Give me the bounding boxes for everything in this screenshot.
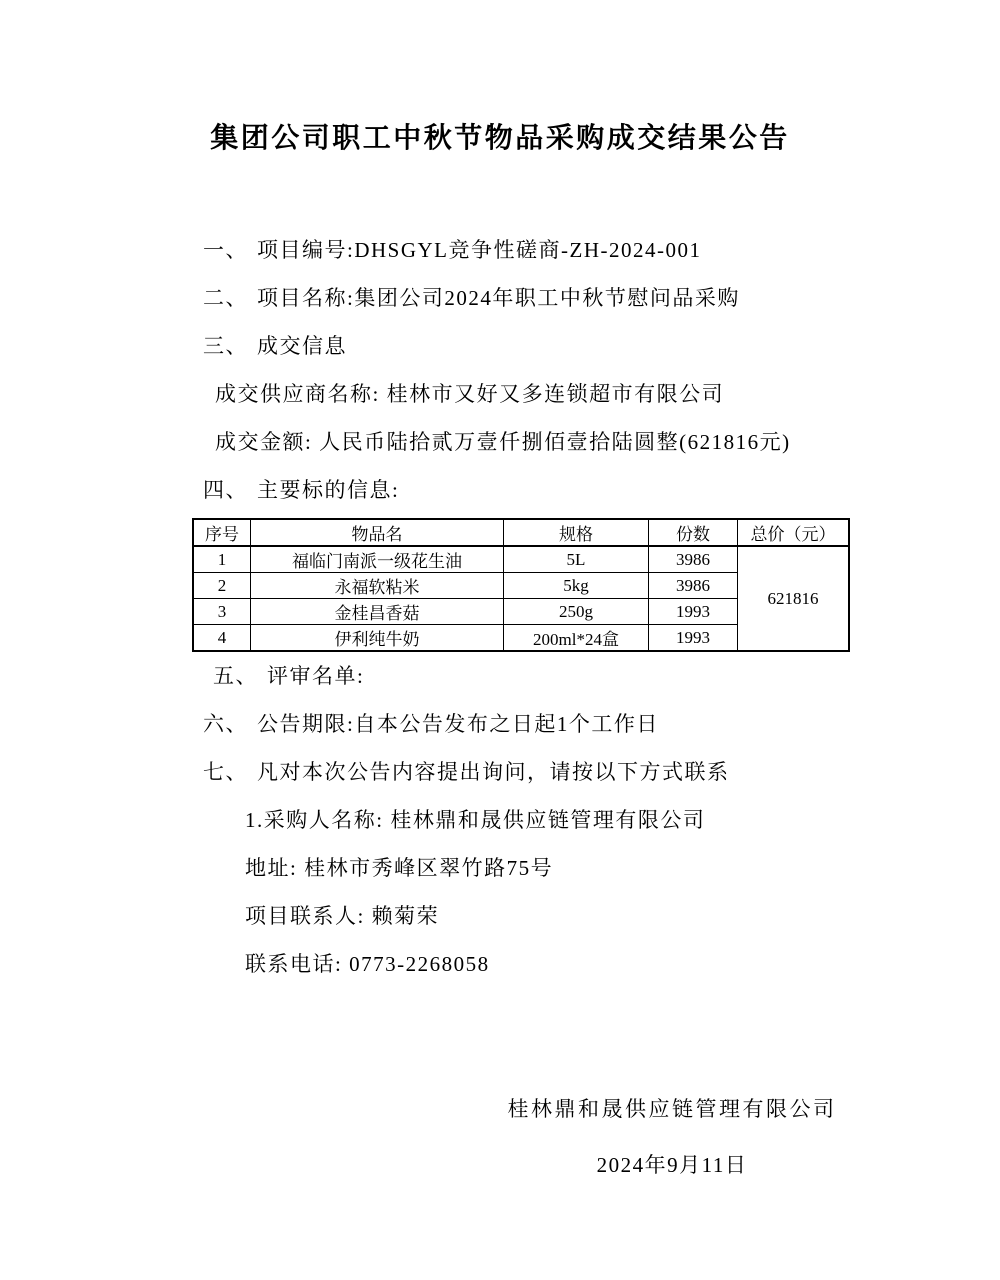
cell-spec: 5L	[504, 546, 649, 573]
item-marker: 四、	[203, 478, 248, 502]
header-spec: 规格	[504, 519, 649, 546]
cell-spec: 5kg	[504, 573, 649, 599]
item-text: 主要标的信息:	[257, 478, 400, 502]
item-deal-info	[192, 322, 1000, 370]
header-name: 物品名	[251, 519, 504, 546]
item-text: 评审名单:	[267, 664, 365, 688]
goods-table	[192, 518, 850, 652]
supplier-name-line: 成交供应商名称: 桂林市又好又多连锁超市有限公司	[215, 382, 725, 406]
goods-table-body	[193, 546, 849, 651]
item-project-number	[192, 226, 1000, 274]
goods-table-header	[193, 519, 849, 546]
purchaser-address-line: 地址: 桂林市秀峰区翠竹路75号	[245, 856, 554, 880]
item-text: 项目名称:集团公司2024年职工中秋节慰问品采购	[257, 286, 740, 310]
item-review-list	[192, 652, 1000, 700]
item-marker: 六、	[203, 712, 248, 736]
item-marker: 五、	[213, 664, 258, 688]
item-text: 成交信息	[257, 334, 347, 358]
deal-amount-line: 成交金额: 人民币陆拾贰万壹仟捌佰壹拾陆圆整(621816元)	[215, 430, 791, 454]
cell-spec: 200ml*24盒	[504, 625, 649, 652]
cell-name: 永福软粘米	[251, 573, 504, 599]
table-row	[193, 546, 849, 573]
purchaser-name-line: 1.采购人名称: 桂林鼎和晟供应链管理有限公司	[245, 808, 706, 832]
page-title: 集团公司职工中秋节物品采购成交结果公告	[210, 123, 790, 154]
cell-seq: 1	[193, 546, 251, 573]
item-project-name	[192, 274, 1000, 322]
header-total: 总价（元）	[738, 519, 850, 546]
cell-total-price: 621816	[738, 546, 850, 651]
signature-company: 桂林鼎和晟供应链管理有限公司	[507, 1097, 837, 1121]
cell-seq: 3	[193, 599, 251, 625]
cell-name: 福临门南派一级花生油	[251, 546, 504, 573]
contact-person-line: 项目联系人: 赖菊荣	[245, 904, 440, 928]
cell-seq: 4	[193, 625, 251, 652]
item-main-subject	[192, 466, 1000, 514]
signature-block	[344, 1085, 1000, 1189]
item-marker: 七、	[203, 760, 248, 784]
item-text: 公告期限:自本公告发布之日起1个工作日	[257, 712, 659, 736]
item-notice-period	[192, 700, 1000, 748]
item-inquiry-contact	[192, 748, 1000, 796]
document-body	[192, 226, 1000, 988]
cell-name: 金桂昌香菇	[251, 599, 504, 625]
cell-qty: 3986	[649, 546, 738, 573]
cell-qty: 1993	[649, 599, 738, 625]
cell-seq: 2	[193, 573, 251, 599]
signature-date: 2024年9月11日	[596, 1153, 748, 1177]
item-marker: 二、	[203, 286, 248, 310]
cell-qty: 1993	[649, 625, 738, 652]
item-text: 项目编号:DHSGYL竞争性磋商-ZH-2024-001	[257, 238, 702, 262]
table-header-row	[193, 519, 849, 546]
cell-name: 伊利纯牛奶	[251, 625, 504, 652]
item-text: 凡对本次公告内容提出询问，请按以下方式联系	[257, 760, 730, 784]
header-qty: 份数	[649, 519, 738, 546]
item-marker: 三、	[203, 334, 248, 358]
cell-qty: 3986	[649, 573, 738, 599]
contact-phone-line: 联系电话: 0773-2268058	[245, 952, 490, 976]
cell-spec: 250g	[504, 599, 649, 625]
item-marker: 一、	[203, 238, 248, 262]
header-seq: 序号	[193, 519, 251, 546]
